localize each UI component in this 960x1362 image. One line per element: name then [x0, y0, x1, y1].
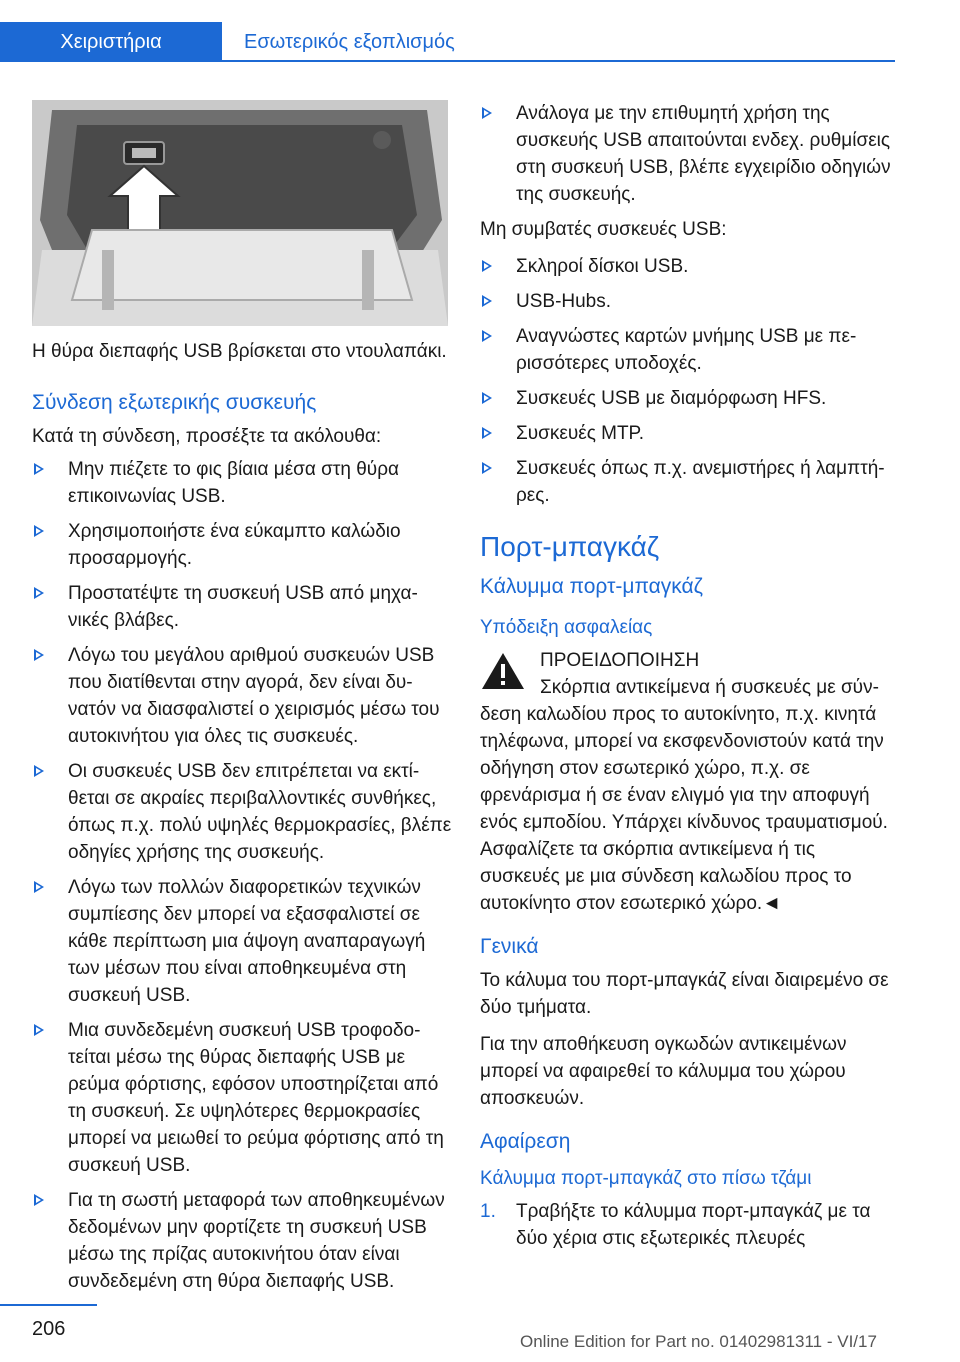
chapter-heading-trunk: Πορτ-μπαγκάζ: [480, 531, 660, 562]
warning-block: [480, 647, 896, 917]
removal-steps: [480, 1198, 896, 1252]
triangle-bullet-icon: [34, 1194, 44, 1206]
glovebox-illustration: [32, 100, 448, 326]
warning-triangle-icon: [480, 651, 526, 691]
section-heading-general: Γενικά: [480, 935, 539, 958]
warning-title: ΠΡΟΕΙΔΟΠΟΙΗΣΗ: [540, 650, 700, 671]
step-number: 1.: [480, 1201, 496, 1222]
list-item: Λόγω του μεγάλου αριθμού συσκευών USB που διατίθενται στην αγορά, δεν είναι δυνατόν να διασφαλιστεί ο χειρισμός μέσω του αυτοκινήτου για όλες τις συσκευές.: [32, 642, 452, 750]
list-item: Συσκευές USB με διαμόρφωση HFS.: [480, 385, 896, 412]
section-heading-safety: Υπόδειξη ασφαλείας: [480, 617, 653, 638]
footer-accent-line: [0, 1304, 97, 1306]
list-item: Σκληροί δίσκοι USB.: [480, 253, 896, 280]
list-item: Αναγνώστες καρτών μνήμης USB με περισσότερες υποδοχές.: [480, 323, 896, 377]
glovebox-usb-photo: [32, 100, 448, 326]
list-item: Ανάλογα με την επιθυμητή χρήση της συσκευής USB απαιτούνται ενδεχ. ρυθμίσεις στη συσκευή USB, βλέπε εγχειρίδιο οδηγιών της συσκευής.: [480, 100, 896, 208]
section-heading-removal: Αφαίρεση: [480, 1130, 571, 1153]
intro-text: Κατά τη σύνδεση, προσέξτε τα ακόλουθα:: [32, 426, 382, 447]
section-heading-connect: Σύνδεση εξωτερικής συσκευής: [32, 391, 317, 414]
triangle-bullet-icon: [34, 587, 44, 599]
list-item: USB-Hubs.: [480, 288, 896, 315]
triangle-bullet-icon: [482, 462, 492, 474]
list-item: Μια συνδεδεμένη συσκευή USB τροφοδοτείται μέσω της θύρας διεπαφής USB με ρεύμα φόρτισης, εφόσον υποστηρίζεται από τη συσκευή. Σε υψηλότερες θερμοκρασίες μπορεί να μειωθεί το ρεύμα φόρτισης από τη συσκευή USB.: [32, 1017, 452, 1179]
list-item: Λόγω των πολλών διαφορετικών τεχνικών συμπίεσης δεν μπορεί να εξασφαλιστεί σε κάθε περίπτωση μια άψογη αναπαραγωγή των μέσων που είναι αποθηκευμένα στη συσκευή USB.: [32, 874, 452, 1009]
page-number: 206: [32, 1318, 66, 1340]
incompatible-devices-list: [480, 253, 896, 509]
tab-controls[interactable]: Χειριστήρια: [0, 22, 222, 62]
list-item: Μην πιέζετε το φις βίαια μέσα στη θύρα επικοινωνίας USB.: [32, 456, 452, 510]
general-paragraph-1: Το κάλυμα του πορτ-μπαγκάζ είναι διαιρεμένο σε δύο τμήματα.: [480, 970, 889, 1018]
right-column: [480, 100, 896, 1252]
triangle-bullet-icon: [34, 1024, 44, 1036]
header-tabs: [0, 0, 895, 62]
list-item: Συσκευές MTP.: [480, 420, 896, 447]
triangle-bullet-icon: [482, 392, 492, 404]
list-item: Για τη σωστή μεταφορά των αποθηκευμένων δεδομένων μην φορτίζετε τη συσκευή USB μέσω της πρίζας αυτοκινήτου όταν είναι συνδεδεμένη στη θύρα διεπαφής USB.: [32, 1187, 452, 1295]
triangle-bullet-icon: [482, 427, 492, 439]
edition-note: Online Edition for Part no. 01402981311 - VI/17: [520, 1332, 877, 1351]
triangle-bullet-icon: [34, 765, 44, 777]
list-item: Χρησιμοποιήστε ένα εύκαμπτο καλώδιο προσαρμογής.: [32, 518, 452, 572]
warning-text: Σκόρπια αντικείμενα ή συσκευές με σύνδεση καλωδίου προς το αυτοκίνητο, π.χ. κινητά τηλέφωνα, μπορεί να εκσφενδονιστούν κατά την οδήγηση στον εσωτερικό χώρο, π.χ. σε φρενάρισμα ή σε έναν ελιγμό για την αποφυγή ενός εμποδίου. Υπάρχει κίνδυνος τραυματισμού. Ασφαλίζετε τα σκόρπια αντικείμενα ή τις συσκευές με μια σύνδεση καλωδίου προς το αυτοκίνητο στον εσωτερικό χώρο.◄: [480, 677, 888, 914]
incompatible-title: Μη συμβατές συσκευές USB:: [480, 219, 727, 240]
list-item: Οι συσκευές USB δεν επιτρέπεται να εκτίθεται σε ακραίες περιβαλλοντικές συνθήκες, όπως π.χ. πολύ υψηλές θερμοκρασίες, βλέπε οδηγίες χρήσης της συσκευής.: [32, 758, 452, 866]
photo-caption: Η θύρα διεπαφής USB βρίσκεται στο ντουλαπάκι.: [32, 341, 447, 362]
triangle-bullet-icon: [482, 107, 492, 119]
usb-settings-list: [480, 100, 896, 208]
triangle-bullet-icon: [34, 881, 44, 893]
list-item: Συσκευές όπως π.χ. ανεμιστήρες ή λαμπτήρες.: [480, 455, 896, 509]
tab-interior-equipment[interactable]: Εσωτερικός εξοπλισμός: [244, 31, 455, 53]
triangle-bullet-icon: [34, 525, 44, 537]
triangle-bullet-icon: [482, 330, 492, 342]
header-divider: [0, 60, 895, 62]
triangle-bullet-icon: [482, 260, 492, 272]
triangle-bullet-icon: [34, 463, 44, 475]
section-heading-trunk-cover: Κάλυμμα πορτ-μπαγκάζ: [480, 575, 703, 598]
section-heading-rear-window: Κάλυμμα πορτ-μπαγκάζ στο πίσω τζάμι: [480, 1168, 812, 1189]
triangle-bullet-icon: [482, 295, 492, 307]
left-column: [32, 100, 452, 1303]
list-item: Προστατέψτε τη συσκευή USB από μηχανικές βλάβες.: [32, 580, 452, 634]
triangle-bullet-icon: [34, 649, 44, 661]
general-paragraph-2: Για την αποθήκευση ογκωδών αντικειμένων μπορεί να αφαιρεθεί το κάλυμμα του χώρου αποσκευών.: [480, 1034, 847, 1109]
usb-precautions-list: [32, 456, 452, 1295]
list-item: 1. Τραβήξτε το κάλυμμα πορτ-μπαγκάζ με τα δύο χέρια στις εξωτερικές πλευρές: [480, 1198, 896, 1252]
